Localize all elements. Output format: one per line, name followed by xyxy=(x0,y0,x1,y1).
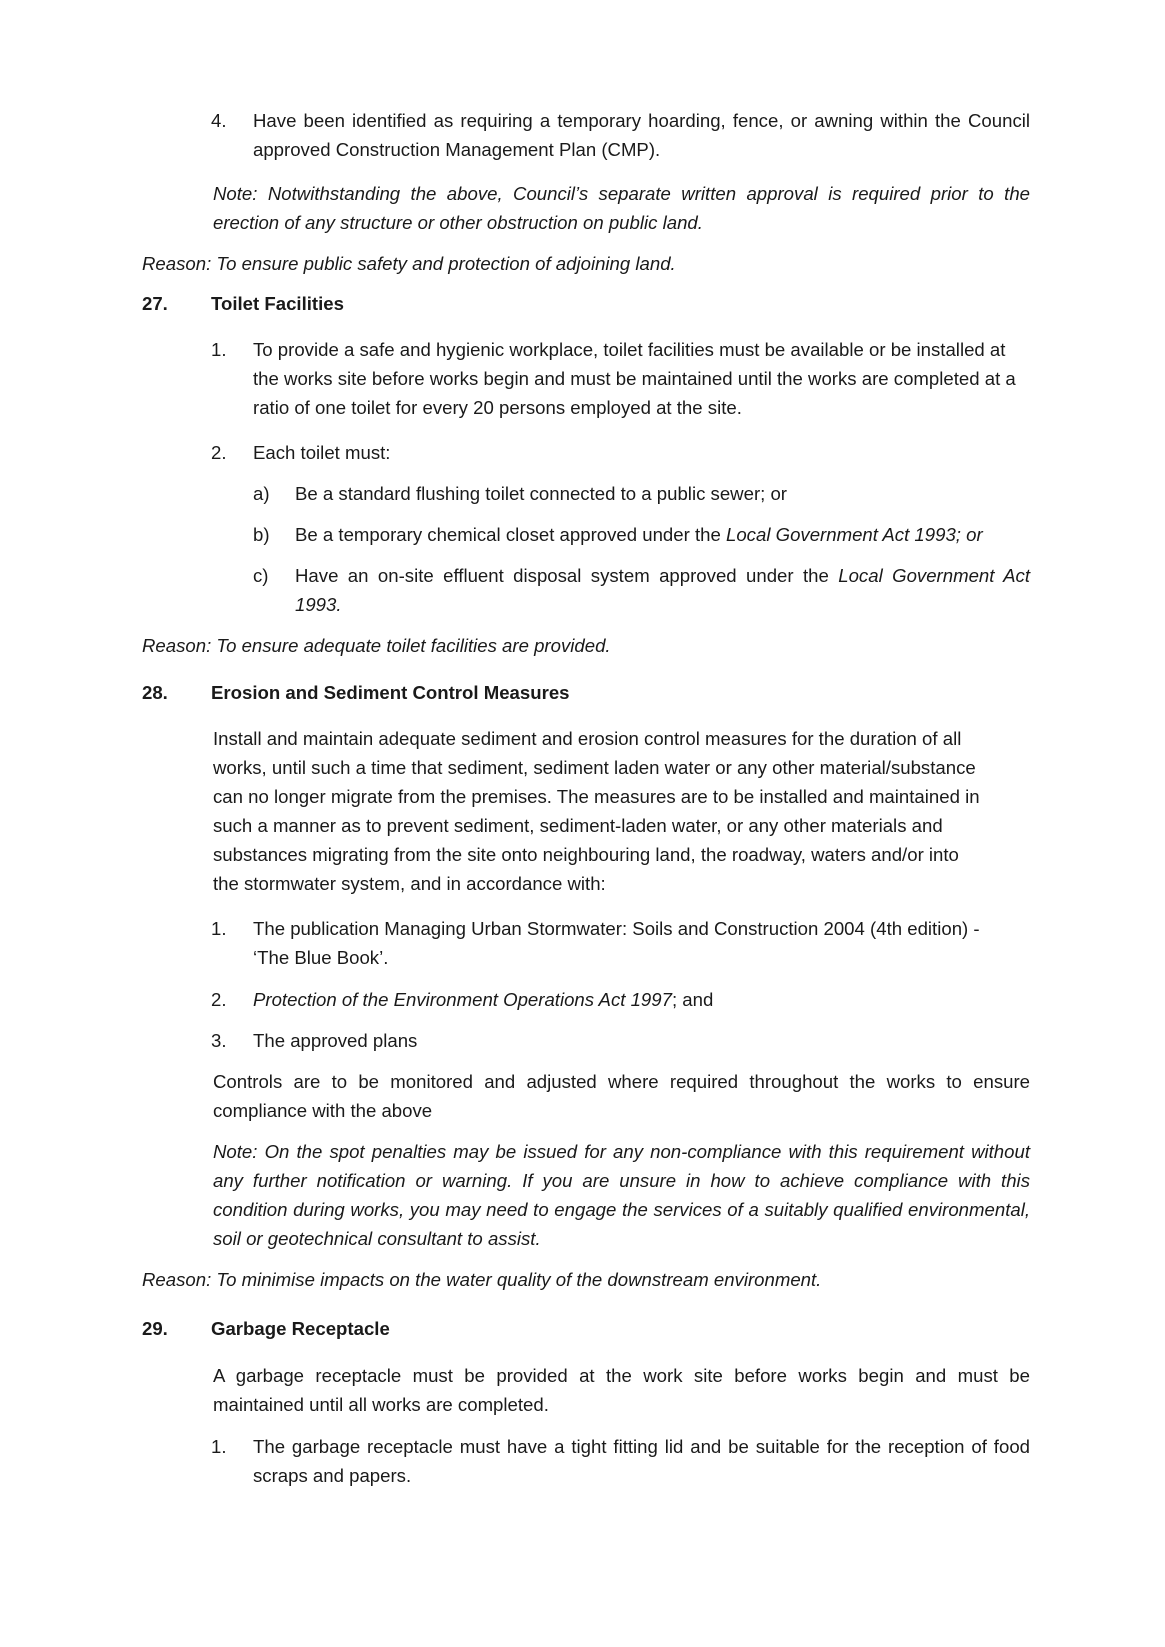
list-text-plain: ; and xyxy=(671,989,714,1010)
intro-paragraph xyxy=(213,724,1043,898)
section-heading xyxy=(142,1314,1042,1343)
sub-list-text xyxy=(295,561,1030,619)
sub-list-letter: c) xyxy=(253,565,269,586)
list-number: 3. xyxy=(211,1030,227,1051)
list-text: The garbage receptacle must have a tight fitting lid and be suitable for the reception of food scraps and papers. xyxy=(253,1436,1030,1486)
list-text: The approved plans xyxy=(253,1030,418,1051)
section-number: 29. xyxy=(142,1318,168,1339)
act-name: Protection of the Environment Operations Act 1997 xyxy=(253,989,672,1010)
list-text: To provide a safe and hygienic workplace, toilet facilities must be available or be installed at the works site before works begin and must be maintained until the works are completed at a ratio of one toilet for every 20 persons employed at the site. xyxy=(253,339,1016,418)
list-text-line: ‘The Blue Book’. xyxy=(253,947,389,968)
list-text xyxy=(253,914,1043,972)
paragraph-line: substances migrating from the site onto neighbouring land, the roadway, waters and/or into xyxy=(213,844,959,865)
list-number: 1. xyxy=(211,1436,227,1457)
intro-paragraph: A garbage receptacle must be provided at the work site before works begin and must be maintained until all works are completed. xyxy=(213,1365,1030,1415)
reason-text: Reason: To ensure public safety and protection of adjoining land. xyxy=(142,253,676,274)
sub-list-text xyxy=(295,520,1030,549)
section-heading xyxy=(142,289,1042,318)
sub-list-letter: a) xyxy=(253,483,270,504)
sub-list-letter: b) xyxy=(253,524,270,545)
act-name: Local Government Act 1993; or xyxy=(726,524,983,545)
list-number: 2. xyxy=(211,442,227,463)
sub-list-text: Be a standard flushing toilet connected to a public sewer; or xyxy=(295,483,787,504)
list-number: 1. xyxy=(211,339,227,360)
sub-list-text-plain: Have an on-site effluent disposal system approved under the xyxy=(295,565,839,586)
list-number: 2. xyxy=(211,989,227,1010)
controls-paragraph: Controls are to be monitored and adjusted where required throughout the works to ensure compliance with the above xyxy=(213,1071,1030,1121)
reason-text: Reason: To ensure adequate toilet facilities are provided. xyxy=(142,635,611,656)
list-number: 1. xyxy=(211,918,227,939)
section-heading xyxy=(142,678,1042,707)
paragraph-line: Install and maintain adequate sediment and erosion control measures for the duration of all xyxy=(213,728,962,749)
list-text-line: The publication Managing Urban Stormwater: Soils and Construction 2004 (4th edition) - xyxy=(253,918,980,939)
paragraph-line: can no longer migrate from the premises. The measures are to be installed and maintained in xyxy=(213,786,980,807)
note-paragraph: Note: On the spot penalties may be issued for any non-compliance with this requirement without any further notification or warning. If you are unsure in how to achieve compliance with this condition during works, you may need to engage the services of a suitably qualified environmental, soil or geotechnical consultant to assist. xyxy=(213,1141,1030,1249)
section-title: Garbage Receptacle xyxy=(211,1318,390,1339)
reason-text: Reason: To minimise impacts on the water quality of the downstream environment. xyxy=(142,1269,822,1290)
list-text: Each toilet must: xyxy=(253,442,391,463)
act-name: Local Government Act 1993. xyxy=(295,565,1030,615)
list-text xyxy=(253,985,1030,1014)
section-number: 28. xyxy=(142,682,168,703)
paragraph-line: the stormwater system, and in accordance with: xyxy=(213,873,606,894)
paragraph-line: works, until such a time that sediment, sediment laden water or any other material/substance xyxy=(213,757,976,778)
list-number: 4. xyxy=(211,110,227,131)
paragraph-line: such a manner as to prevent sediment, sediment-laden water, or any other materials and xyxy=(213,815,943,836)
section-title: Toilet Facilities xyxy=(211,293,344,314)
section-number: 27. xyxy=(142,293,168,314)
note-paragraph: Note: Notwithstanding the above, Council’s separate written approval is required prior to the erection of any structure or other obstruction on public land. xyxy=(213,183,1030,233)
section-title: Erosion and Sediment Control Measures xyxy=(211,682,570,703)
list-text: Have been identified as requiring a temporary hoarding, fence, or awning within the Council approved Construction Management Plan (CMP). xyxy=(253,110,1030,160)
sub-list-text-plain: Be a temporary chemical closet approved under the xyxy=(295,524,726,545)
